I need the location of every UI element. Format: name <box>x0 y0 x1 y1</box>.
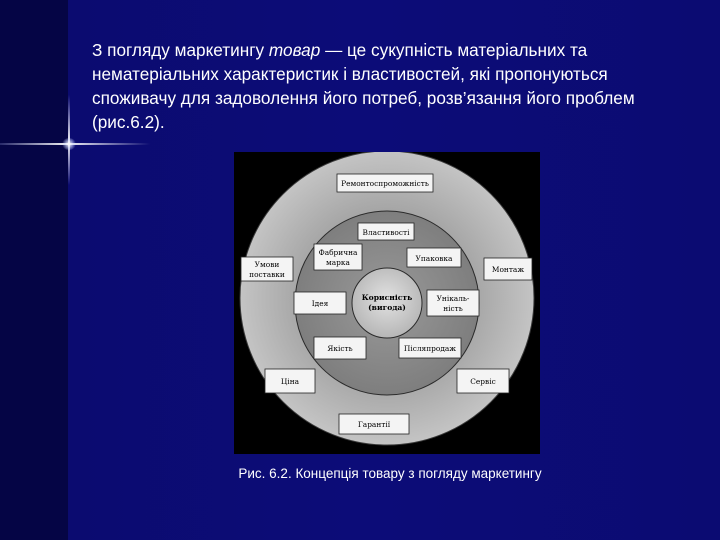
product-concept-figure <box>234 152 540 454</box>
label-idea-text: Ідея <box>311 299 329 308</box>
label-idea <box>294 292 346 314</box>
product-concept-diagram <box>234 152 540 454</box>
label-properties-text: Властивості <box>362 228 410 237</box>
label-installation-text: Монтаж <box>491 265 525 274</box>
label-properties <box>358 223 414 240</box>
label-delivery-terms <box>241 257 293 281</box>
label-quality <box>314 337 366 359</box>
intro-term-tovar: товар <box>268 40 321 60</box>
intro-line-2: нематеріальних характеристик і властивостей, які пропонуються <box>92 64 608 84</box>
label-packaging <box>407 248 461 267</box>
label-service-text: Сервіс <box>470 377 496 386</box>
label-price-text: Ціна <box>280 377 300 386</box>
label-delivery-terms-line-1: Умови <box>254 260 280 269</box>
intro-line-1 <box>92 38 692 62</box>
left-band <box>0 0 68 540</box>
label-uniqueness <box>427 290 479 316</box>
label-warranty <box>339 414 409 434</box>
label-after-sales-text: Післяпродаж <box>403 344 457 353</box>
label-brand <box>314 244 362 270</box>
star-flare-icon <box>62 138 76 150</box>
label-repairability <box>337 174 433 192</box>
label-uniqueness-line-2: ність <box>443 304 463 313</box>
label-brand-line-2: марка <box>326 258 350 267</box>
label-warranty-text: Гарантії <box>357 420 391 429</box>
label-service <box>457 369 509 393</box>
label-repairability-text: Ремонтоспроможність <box>341 179 429 188</box>
label-quality-text: Якість <box>327 344 353 353</box>
label-usefulness-line-1: Корисність <box>361 293 413 302</box>
label-price <box>265 369 315 393</box>
intro-line-3: споживачу для задоволення його потреб, розв’язання його проблем <box>92 88 635 108</box>
label-brand-line-1: Фабрична <box>318 248 358 257</box>
label-packaging-text: Упаковка <box>415 254 453 263</box>
label-installation <box>484 258 532 280</box>
label-usefulness-line-2: (вигода) <box>368 303 406 312</box>
label-delivery-terms-line-2: поставки <box>249 270 285 279</box>
intro-text <box>92 38 692 134</box>
intro-line-1-start: З погляду маркетингу <box>92 40 269 60</box>
intro-line-1-end: — це сукупність матеріальних та <box>320 40 588 60</box>
label-uniqueness-line-1: Унікаль- <box>436 294 470 303</box>
figure-caption: Рис. 6.2. Концепція товару з погляду маркетингу <box>238 466 542 481</box>
label-after-sales <box>399 338 461 358</box>
intro-line-4: (рис.6.2). <box>92 112 165 132</box>
